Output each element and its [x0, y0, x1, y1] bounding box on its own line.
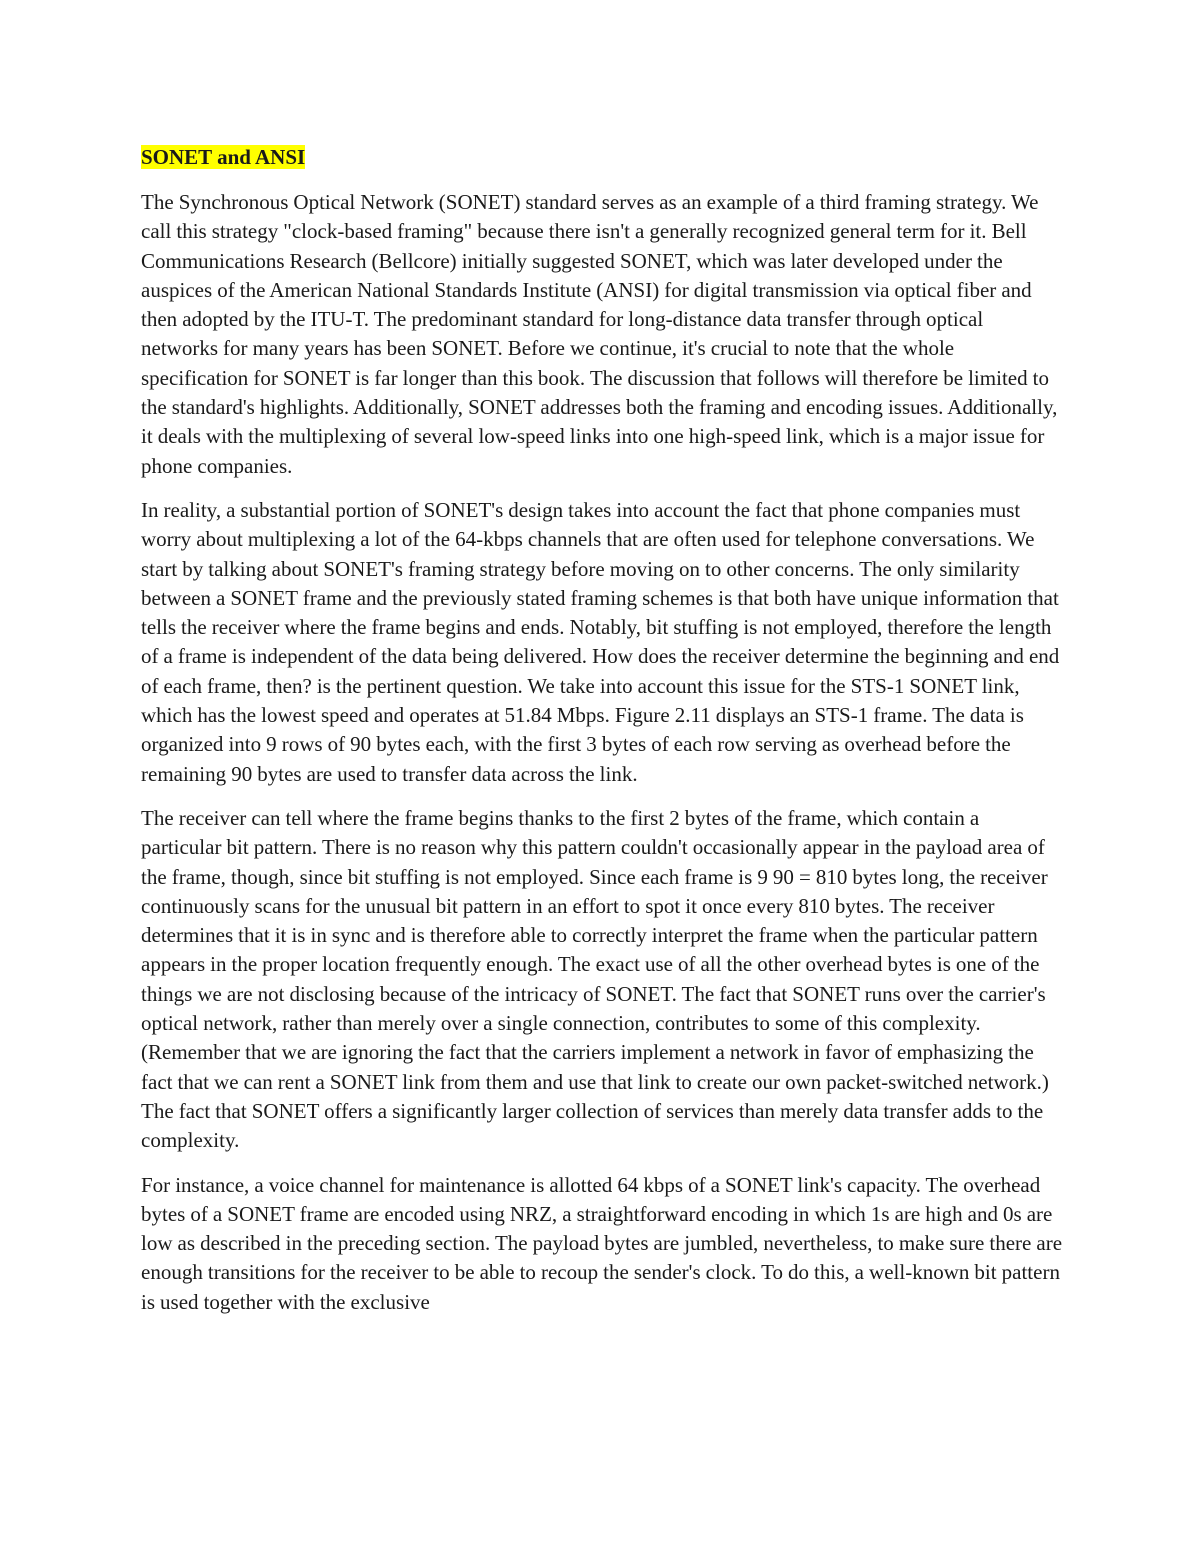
- paragraph-2: In reality, a substantial portion of SONET's design takes into account the fact that phone companies must worry about multiplexing a lot of the 64-kbps channels that are often used for telephone conversations. We start by talking about SONET's framing strategy before moving on to other concerns. The only similarity between a SONET frame and the previously stated framing schemes is that both have unique information that tells the receiver where the frame begins and ends. Notably, bit stuffing is not employed, therefore the length of a frame is independent of the data being delivered. How does the receiver determine the beginning and end of each frame, then? is the pertinent question. We take into account this issue for the STS-1 SONET link, which has the lowest speed and operates at 51.84 Mbps. Figure 2.11 displays an STS-1 frame. The data is organized into 9 rows of 90 bytes each, with the first 3 bytes of each row serving as overhead before the remaining 90 bytes are used to transfer data across the link.: [141, 497, 1060, 786]
- document-body: [141, 140, 1063, 1332]
- section-heading: [141, 140, 1063, 174]
- paragraph-3: The receiver can tell where the frame begins thanks to the first 2 bytes of the frame, which contain a particular bit pattern. There is no reason why this pattern couldn't occasionally appear in the payload area of the frame, though, since bit stuffing is not employed. Since each frame is 9 90 = 810 bytes long, the receiver continuously scans for the unusual bit pattern in an effort to spot it once every 810 bytes. The receiver determines that it is in sync and is therefore able to correctly interpret the frame when the particular pattern appears in the proper location frequently enough. The exact use of all the other overhead bytes is one of the things we are not disclosing because of the intricacy of SONET. The fact that SONET runs over the carrier's optical network, rather than merely over a single connection, contributes to some of this complexity. (Remember that we are ignoring the fact that the carriers implement a network in favor of emphasizing the fact that we can rent a SONET link from them and use that link to create our own packet-switched network.) The fact that SONET offers a significantly larger collection of services than merely data transfer adds to the complexity.: [141, 805, 1049, 1153]
- paragraph-4: For instance, a voice channel for maintenance is allotted 64 kbps of a SONET link's capacity. The overhead bytes of a SONET frame are encoded using NRZ, a straightforward encoding in which 1s are high and 0s are low as described in the preceding section. The payload bytes are jumbled, nevertheless, to make sure there are enough transitions for the receiver to be able to recoup the sender's clock. To do this, a well-known bit pattern is used together with the exclusive: [141, 1172, 1063, 1314]
- section-heading-highlight: SONET and ANSI: [141, 145, 306, 169]
- paragraph-1: The Synchronous Optical Network (SONET) standard serves as an example of a third framing strategy. We call this strategy "clock-based framing" because there isn't a generally recognized general term for it. Bell Communications Research (Bellcore) initially suggested SONET, which was later developed under the auspices of the American National Standards Institute (ANSI) for digital transmission via optical fiber and then adopted by the ITU-T. The predominant standard for long-distance data transfer through optical networks for many years has been SONET. Before we continue, it's crucial to note that the whole specification for SONET is far longer than this book. The discussion that follows will therefore be limited to the standard's highlights. Additionally, SONET addresses both the framing and encoding issues. Additionally, it deals with the multiplexing of several low-speed links into one high-speed link, which is a major issue for phone companies.: [141, 190, 1058, 478]
